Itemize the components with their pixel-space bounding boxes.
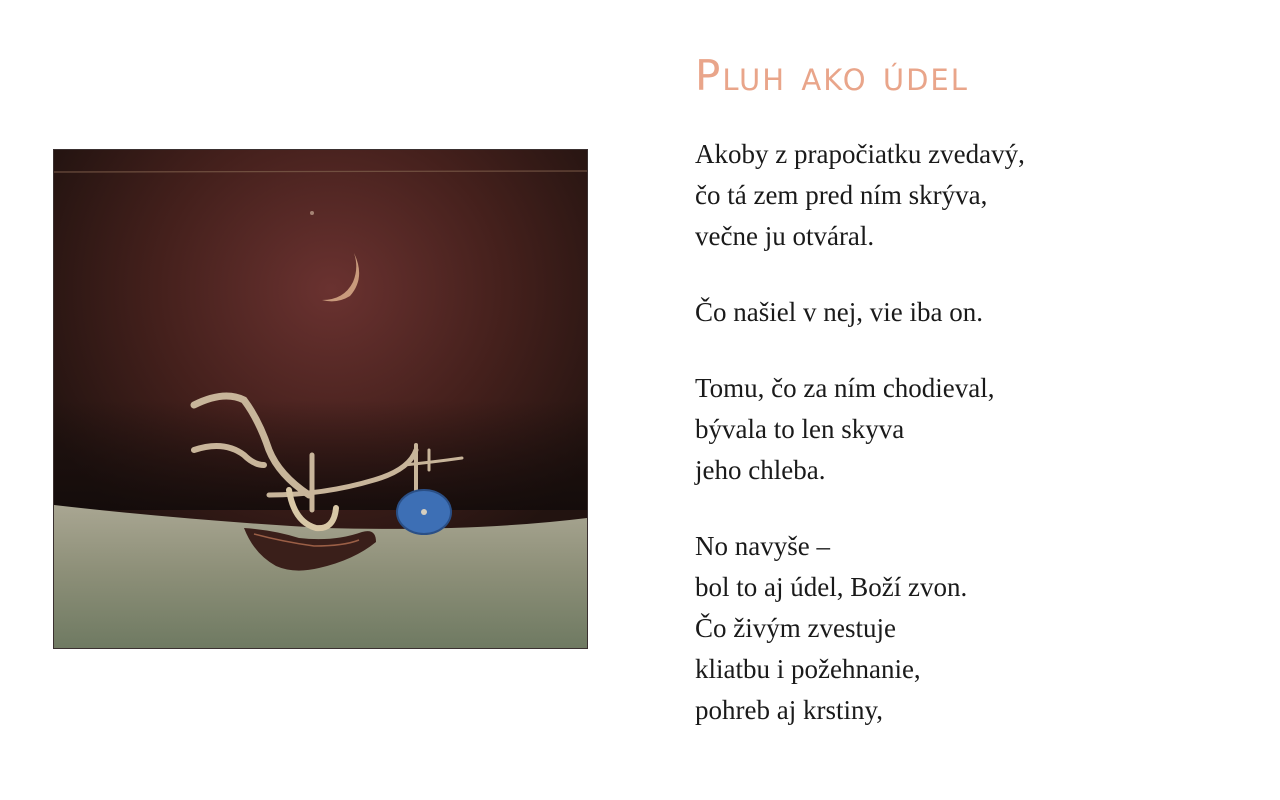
plough-painting-icon bbox=[54, 150, 587, 648]
stanza bbox=[695, 134, 1255, 257]
poem-line: No navyše – bbox=[695, 531, 830, 561]
poem-line: večne ju otváral. bbox=[695, 221, 875, 251]
stanza bbox=[695, 526, 1255, 731]
plough-painting bbox=[53, 149, 588, 649]
poem-line: Tomu, čo za ním chodieval, bbox=[695, 373, 995, 403]
stanza bbox=[695, 292, 1255, 333]
poem-line: Čo živým zvestuje bbox=[695, 613, 896, 643]
poem-title: Pluh ako údel bbox=[695, 51, 969, 100]
poem-body bbox=[695, 134, 1255, 766]
poem-line: jeho chleba. bbox=[695, 455, 826, 485]
poem-line: kliatbu i požehnanie, bbox=[695, 654, 921, 684]
stanza bbox=[695, 368, 1255, 491]
poem-line: bývala to len skyva bbox=[695, 414, 905, 444]
poem-line: čo tá zem pred ním skrýva, bbox=[695, 180, 988, 210]
poem-line: Čo našiel v nej, vie iba on. bbox=[695, 297, 983, 327]
poem-line: bol to aj údel, Boží zvon. bbox=[695, 572, 968, 602]
poem-line: pohreb aj krstiny, bbox=[695, 695, 883, 725]
poem-line: Akoby z prapočiatku zvedavý, bbox=[695, 139, 1025, 169]
